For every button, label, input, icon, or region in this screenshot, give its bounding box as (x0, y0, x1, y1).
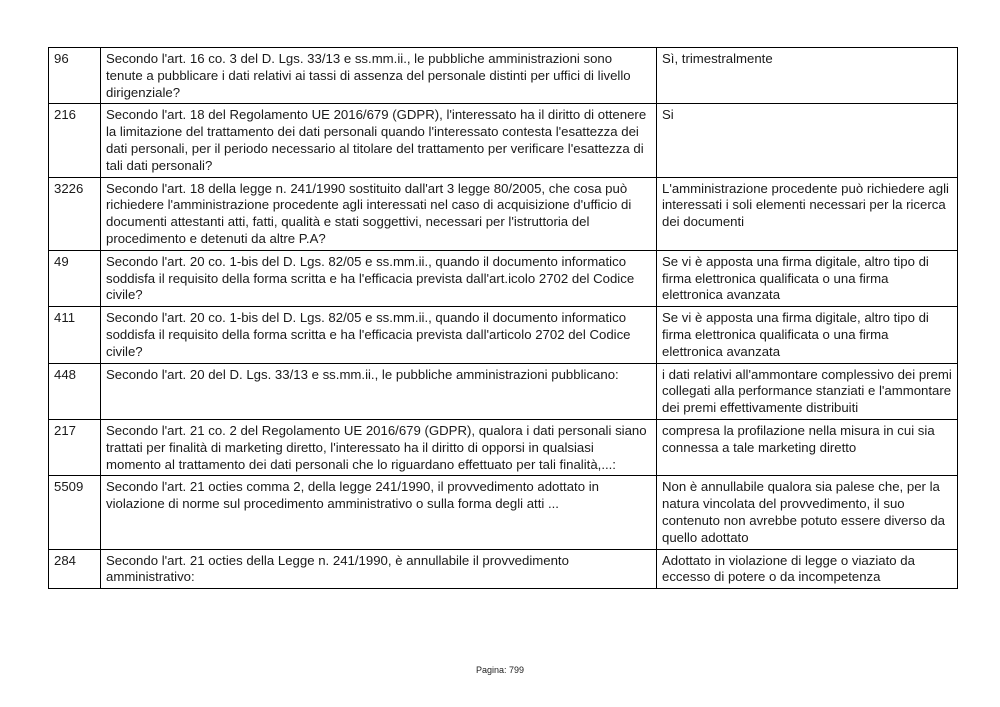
question-text: Secondo l'art. 20 co. 1-bis del D. Lgs. 82/05 e ss.mm.ii., quando il documento informatico soddisfa il requisito della forma scritta e ha l'efficacia prevista dall'articolo 2702 del Codice civile? (101, 307, 657, 363)
question-text: Secondo l'art. 21 co. 2 del Regolamento UE 2016/679 (GDPR), qualora i dati personali siano trattati per finalità di marketing diretto, l'interessato ha il diritto di opporsi in qualsiasi momento al trattamento dei dati personali che lo riguardano effettuato per tali finalità,...: (101, 419, 657, 475)
table-row (49, 307, 958, 363)
question-id: 49 (49, 250, 101, 306)
answer-text: compresa la profilazione nella misura in cui sia connessa a tale marketing diretto (657, 419, 958, 475)
table-row (49, 549, 958, 589)
question-text: Secondo l'art. 20 del D. Lgs. 33/13 e ss.mm.ii., le pubbliche amministrazioni pubblicano: (101, 363, 657, 419)
question-text: Secondo l'art. 18 del Regolamento UE 2016/679 (GDPR), l'interessato ha il diritto di ottenere la limitazione del trattamento dei dati personali quando l'interessato contesta l'esattezza dei dati personali, per il periodo necessario al titolare del trattamento per verificare l'esattezza di tali dati personali? (101, 104, 657, 177)
table-row (49, 476, 958, 549)
table-row (49, 250, 958, 306)
page-number: Pagina: 799 (475, 665, 525, 675)
question-id: 217 (49, 419, 101, 475)
question-id: 284 (49, 549, 101, 589)
table-row (49, 419, 958, 475)
answer-text: Adottato in violazione di legge o viaziato da eccesso di potere o da incompetenza (657, 549, 958, 589)
question-id: 411 (49, 307, 101, 363)
table-row (49, 104, 958, 177)
question-text: Secondo l'art. 18 della legge n. 241/1990 sostituito dall'art 3 legge 80/2005, che cosa può richiedere l'amministrazione procedente agli interessati nel caso di acquisizione d'ufficio di documenti attestanti atti, fatti, qualità e stati soggettivi, necessari per l'istruttoria del procedimento e detenuti da altre P.A? (101, 177, 657, 250)
question-text: Secondo l'art. 20 co. 1-bis del D. Lgs. 82/05 e ss.mm.ii., quando il documento informatico soddisfa il requisito della forma scritta e ha l'efficacia prevista dall'art.icolo 2702 del Codice civile? (101, 250, 657, 306)
questions-table (48, 47, 958, 589)
answer-text: i dati relativi all'ammontare complessivo dei premi collegati alla performance stanziati e l'ammontare dei premi effettivamente distribuiti (657, 363, 958, 419)
answer-text: Non è annullabile qualora sia palese che, per la natura vincolata del provvedimento, il suo contenuto non avrebbe potuto essere diverso da quello adottato (657, 476, 958, 549)
answer-text: Si (657, 104, 958, 177)
answer-text: Se vi è apposta una firma digitale, altro tipo di firma elettronica qualificata o una firma elettronica avanzata (657, 307, 958, 363)
answer-text: L'amministrazione procedente può richiedere agli interessati i soli elementi necessari per la ricerca dei documenti (657, 177, 958, 250)
question-text: Secondo l'art. 21 octies della Legge n. 241/1990, è annullabile il provvedimento amministrativo: (101, 549, 657, 589)
answer-text: Sì, trimestralmente (657, 48, 958, 104)
question-id: 5509 (49, 476, 101, 549)
table-row (49, 363, 958, 419)
question-id: 216 (49, 104, 101, 177)
question-text: Secondo l'art. 16 co. 3 del D. Lgs. 33/13 e ss.mm.ii., le pubbliche amministrazioni sono tenute a pubblicare i dati relativi ai tassi di assenza del personale distinti per uffici di livello dirigenziale? (101, 48, 657, 104)
question-id: 3226 (49, 177, 101, 250)
table-row (49, 48, 958, 104)
question-id: 448 (49, 363, 101, 419)
question-text: Secondo l'art. 21 octies comma 2, della legge 241/1990, il provvedimento adottato in violazione di norme sul procedimento amministrativo o sulla forma degli atti ... (101, 476, 657, 549)
answer-text: Se vi è apposta una firma digitale, altro tipo di firma elettronica qualificata o una firma elettronica avanzata (657, 250, 958, 306)
table-row (49, 177, 958, 250)
question-id: 96 (49, 48, 101, 104)
